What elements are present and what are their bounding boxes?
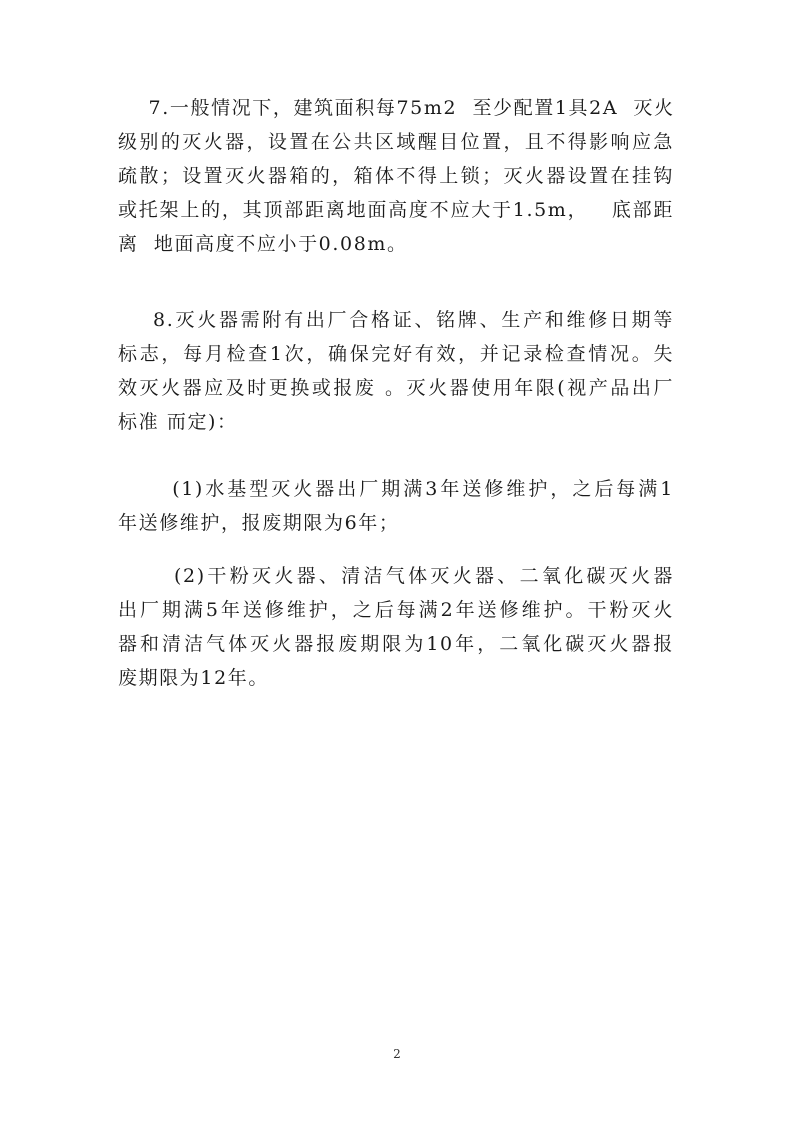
text-line: 离 地面高度不应小于0.08m。	[118, 233, 408, 255]
text-line: 标准 而定)：	[118, 411, 238, 433]
text-line: 器和清洁气体灭火器报废期限为10年，二氧化碳灭火器报	[118, 633, 674, 655]
text-line: 效灭火器应及时更换或报废 。灭火器使用年限(视产品出厂	[118, 377, 674, 399]
paragraph-item-1	[118, 472, 674, 540]
text-line: 年送修维护，报废期限为6年；	[118, 512, 400, 534]
text-line: 7.一般情况下，建筑面积每75m2 至少配置1具2A 灭火	[118, 97, 675, 119]
text-line: 废期限为12年。	[118, 667, 269, 689]
paragraph-7	[118, 91, 674, 261]
text-line: 或托架上的，其顶部距离地面高度不应大于1.5m， 底部距	[118, 199, 674, 221]
text-line: 标志，每月检查1次，确保完好有效，并记录检查情况。失	[118, 343, 674, 365]
text-line: 级别的灭火器，设置在公共区域醒目位置，且不得影响应急	[118, 131, 674, 153]
text-line: 疏散；设置灭火器箱的，箱体不得上锁；灭火器设置在挂钩	[118, 165, 674, 187]
text-line: (2)干粉灭火器、清洁气体灭火器、二氧化碳灭火器	[118, 565, 674, 587]
text-line: 8.灭火器需附有出厂合格证、铭牌、生产和维修日期等	[118, 309, 674, 331]
text-line: (1)水基型灭火器出厂期满3年送修维护，之后每满1	[118, 478, 674, 500]
paragraph-item-2	[118, 559, 674, 695]
page-number: 2	[393, 1047, 401, 1061]
paragraph-8	[118, 303, 674, 439]
text-line: 出厂期满5年送修维护，之后每满2年送修维护。干粉灭火	[118, 599, 674, 621]
